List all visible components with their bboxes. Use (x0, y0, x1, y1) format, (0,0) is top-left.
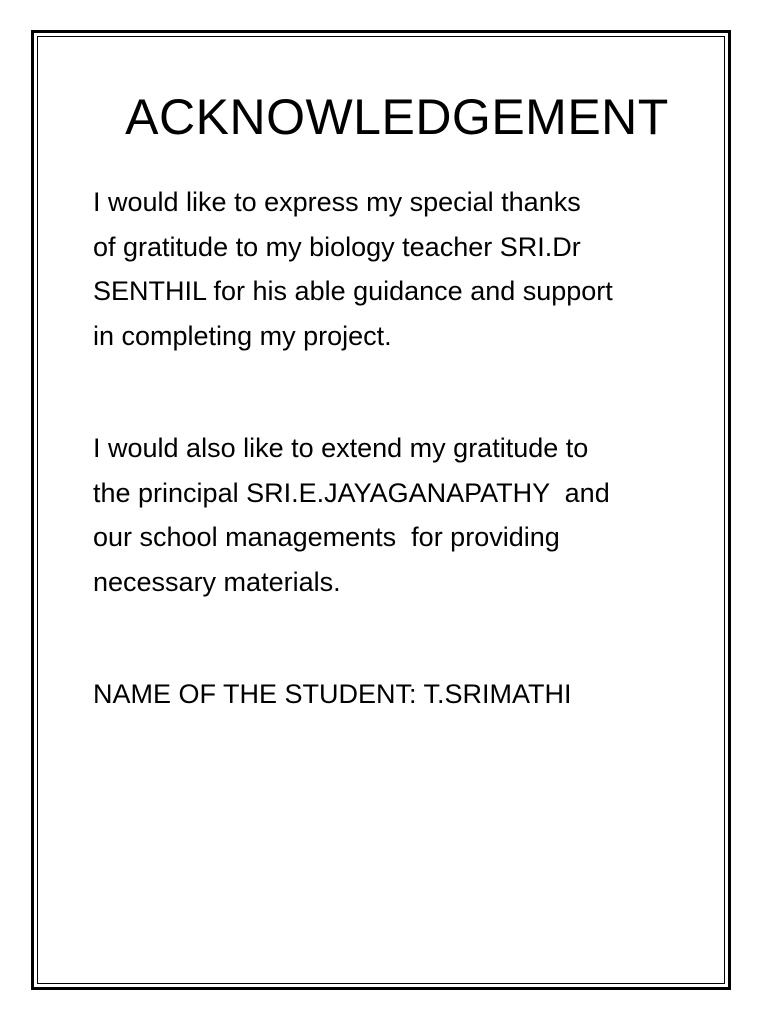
document-title: ACKNOWLEDGEMENT (125, 89, 669, 145)
paragraph-line: the principal SRI.E.JAYAGANAPATHY and (93, 477, 610, 508)
student-name-line: NAME OF THE STUDENT: T.SRIMATHI (93, 679, 572, 709)
thanks-paragraph (93, 180, 693, 358)
paragraph-line: I would also like to extend my gratitude to (93, 433, 589, 463)
paragraph-line: our school managements for providing (93, 522, 560, 552)
gratitude-paragraph (93, 426, 693, 604)
paragraph-line: I would like to express my special thanks (93, 187, 581, 217)
paragraph-line: of gratitude to my biology teacher SRI.Dr (93, 231, 581, 262)
paragraph-line: necessary materials. (93, 566, 341, 597)
paragraph-line: in completing my project. (93, 320, 392, 351)
paragraph-line: SENTHIL for his able guidance and support (93, 276, 613, 306)
